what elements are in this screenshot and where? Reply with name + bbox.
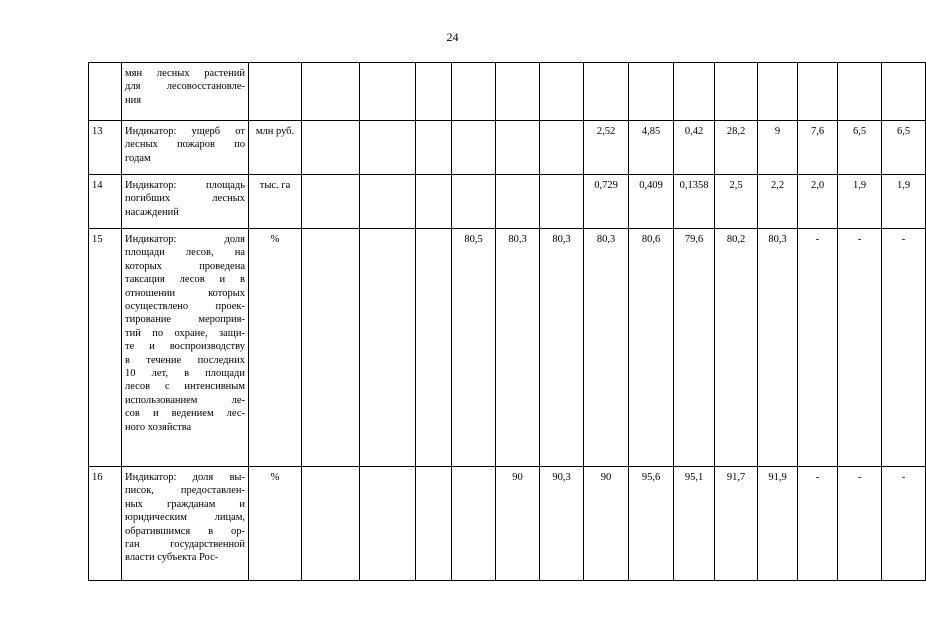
description-line: Индикатор: площадь — [125, 180, 245, 191]
value-cell — [416, 175, 452, 229]
description-line: обратившимся в ор- — [125, 525, 245, 537]
value-cell — [416, 63, 452, 121]
description-line: те и воспроизводству — [125, 341, 245, 353]
value-cell — [584, 63, 629, 121]
description-line: таксация лесов и в — [125, 274, 245, 286]
description-line: тирование мероприя- — [125, 314, 245, 326]
value-cell — [302, 467, 360, 581]
value-cell: 0,42 — [674, 121, 715, 175]
table-row — [89, 63, 926, 121]
value-cell — [302, 63, 360, 121]
value-cell — [452, 63, 496, 121]
value-cell: 28,2 — [715, 121, 758, 175]
value-cell: 80,6 — [629, 229, 674, 467]
value-cell — [758, 63, 798, 121]
value-cell: 2,52 — [584, 121, 629, 175]
description-line: использованием ле- — [125, 394, 245, 406]
description-line: власти субъекта Рос- — [125, 552, 219, 564]
value-cell: 6,5 — [838, 121, 882, 175]
description-line: ния — [125, 94, 142, 106]
indicator-description — [122, 121, 249, 175]
description-line: ных гражданам и — [125, 498, 245, 510]
value-cell: 80,2 — [715, 229, 758, 467]
value-cell: 90,3 — [540, 467, 584, 581]
description-line: Индикатор: доля — [125, 234, 245, 245]
row-number — [89, 63, 122, 121]
value-cell — [838, 63, 882, 121]
indicator-description — [122, 467, 249, 581]
value-cell — [416, 467, 452, 581]
description-line: тий по охране, защи- — [125, 327, 245, 339]
value-cell: 9 — [758, 121, 798, 175]
value-cell: 90 — [584, 467, 629, 581]
row-number: 16 — [89, 467, 122, 581]
description-line: Индикатор: ущерб от — [125, 126, 245, 137]
value-cell: 0,729 — [584, 175, 629, 229]
value-cell — [416, 121, 452, 175]
value-cell: 7,6 — [798, 121, 838, 175]
description-line: мян лесных растений — [125, 68, 245, 79]
description-line: в течение последних — [125, 354, 245, 366]
value-cell: 91,9 — [758, 467, 798, 581]
value-cell — [798, 63, 838, 121]
value-cell: - — [882, 229, 926, 467]
value-cell: 2,5 — [715, 175, 758, 229]
table-row — [89, 467, 926, 581]
value-cell — [302, 229, 360, 467]
table-row — [89, 175, 926, 229]
value-cell: 0,1358 — [674, 175, 715, 229]
value-cell — [416, 229, 452, 467]
row-number: 13 — [89, 121, 122, 175]
description-line: насаждений — [125, 206, 179, 218]
value-cell: 2,0 — [798, 175, 838, 229]
value-cell — [496, 121, 540, 175]
value-cell — [629, 63, 674, 121]
value-cell: - — [838, 467, 882, 581]
description-line: сов и ведением лес- — [125, 408, 245, 420]
value-cell: 79,6 — [674, 229, 715, 467]
value-cell: 4,85 — [629, 121, 674, 175]
value-cell — [302, 121, 360, 175]
description-line: площади лесов, на — [125, 247, 245, 259]
value-cell: 80,3 — [758, 229, 798, 467]
table-row — [89, 229, 926, 467]
description-line: годам — [125, 152, 151, 164]
value-cell — [540, 121, 584, 175]
value-cell: 80,3 — [584, 229, 629, 467]
value-cell — [360, 175, 416, 229]
value-cell — [540, 175, 584, 229]
value-cell: 80,3 — [496, 229, 540, 467]
value-cell: - — [798, 467, 838, 581]
value-cell: 0,409 — [629, 175, 674, 229]
value-cell: 95,6 — [629, 467, 674, 581]
value-cell — [360, 229, 416, 467]
value-cell — [360, 121, 416, 175]
value-cell — [452, 121, 496, 175]
description-line: которых проведена — [125, 260, 245, 272]
unit-cell: % — [249, 229, 302, 467]
unit-cell — [249, 63, 302, 121]
value-cell — [302, 175, 360, 229]
value-cell — [496, 63, 540, 121]
value-cell: - — [882, 467, 926, 581]
row-number: 15 — [89, 229, 122, 467]
value-cell — [715, 63, 758, 121]
value-cell: - — [798, 229, 838, 467]
description-line: ган государственной — [125, 539, 245, 551]
description-line: юридическим лицам, — [125, 512, 245, 524]
unit-cell: тыс. га — [249, 175, 302, 229]
value-cell — [360, 467, 416, 581]
value-cell: 95,1 — [674, 467, 715, 581]
indicator-description — [122, 229, 249, 467]
value-cell: 80,5 — [452, 229, 496, 467]
unit-cell: млн руб. — [249, 121, 302, 175]
description-line: 10 лет, в площади — [125, 368, 245, 380]
description-line: отношении которых — [125, 287, 245, 299]
value-cell — [674, 63, 715, 121]
description-line: лесов с интенсивным — [125, 381, 245, 393]
description-line: осуществлено проек- — [125, 301, 245, 313]
value-cell: 1,9 — [882, 175, 926, 229]
value-cell — [496, 175, 540, 229]
description-line: для лесовосстановле- — [125, 81, 245, 93]
indicator-description — [122, 175, 249, 229]
value-cell: 2,2 — [758, 175, 798, 229]
description-line: писок, предоставлен- — [125, 485, 245, 497]
indicator-description — [122, 63, 249, 121]
page-number: 24 — [446, 30, 459, 44]
description-line: Индикатор: доля вы- — [125, 472, 245, 483]
description-line: погибших лесных — [125, 193, 245, 205]
unit-cell: % — [249, 467, 302, 581]
value-cell — [540, 63, 584, 121]
value-cell — [452, 467, 496, 581]
value-cell: 91,7 — [715, 467, 758, 581]
value-cell: 6,5 — [882, 121, 926, 175]
value-cell: 90 — [496, 467, 540, 581]
description-line: ного хозяйства — [125, 421, 192, 433]
value-cell — [452, 175, 496, 229]
value-cell — [882, 63, 926, 121]
value-cell: 80,3 — [540, 229, 584, 467]
indicator-table — [88, 62, 926, 581]
value-cell: - — [838, 229, 882, 467]
description-line: лесных пожаров по — [125, 139, 245, 151]
row-number: 14 — [89, 175, 122, 229]
table-row — [89, 121, 926, 175]
value-cell — [360, 63, 416, 121]
value-cell: 1,9 — [838, 175, 882, 229]
